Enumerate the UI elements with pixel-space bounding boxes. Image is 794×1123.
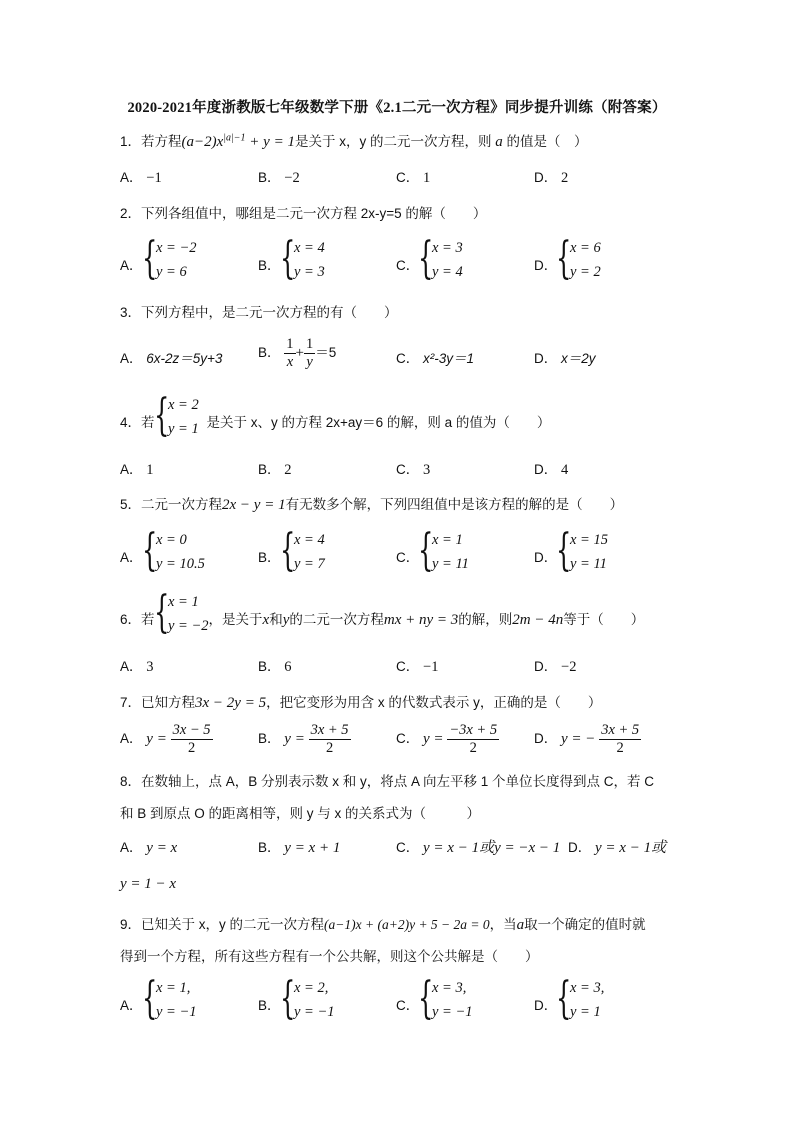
equation: + y = 1 [245, 134, 295, 150]
numerator: 3x + 5 [310, 722, 349, 738]
option-a[interactable] [120, 166, 162, 187]
brace-icon: { [142, 973, 158, 1024]
fraction [447, 722, 499, 757]
option-label: D． [534, 998, 558, 1013]
option-label: C． [396, 170, 420, 185]
question-text: 已知方程 [141, 695, 196, 710]
option-label: D． [534, 462, 558, 477]
option-d[interactable] [534, 994, 557, 1014]
option-label: B． [258, 840, 281, 855]
question-number: 4． [120, 415, 142, 430]
option-b[interactable] [258, 655, 292, 676]
system-line: y = 1 [168, 421, 199, 437]
option-c[interactable] [396, 836, 560, 857]
option-label: B． [258, 258, 281, 273]
option-b[interactable] [258, 994, 281, 1014]
option-b[interactable] [258, 254, 281, 274]
option-c[interactable] [396, 166, 430, 187]
question-text: 和 B 到原点 O 的距离相等，则 y 与 x 的关系式为（ ） [120, 806, 481, 821]
option-c[interactable] [396, 254, 419, 274]
option-label: C． [396, 258, 420, 273]
system-line: y = 3 [294, 264, 325, 280]
denominator: 2 [325, 740, 334, 756]
variable: a [516, 917, 525, 933]
equation: 2x − y = 1 [222, 497, 286, 513]
option-label: D． [534, 351, 558, 366]
option-a[interactable] [120, 722, 213, 757]
system-line: x = 4 [294, 240, 325, 256]
fraction [171, 722, 213, 757]
question-number: 3． [120, 305, 142, 320]
variable: x [262, 612, 270, 628]
question-2 [120, 202, 486, 222]
option-value: x＝2y [561, 351, 596, 366]
option-label: A． [120, 351, 143, 366]
option-label: A． [120, 840, 143, 855]
option-label: D． [534, 550, 558, 565]
brace-icon: { [280, 525, 296, 576]
system-line: y = 1 [570, 1004, 601, 1020]
option-d[interactable] [534, 546, 557, 566]
question-number: 1． [120, 134, 142, 149]
option-d-continued [120, 876, 176, 893]
system-line: y = 6 [156, 264, 187, 280]
system-line: x = 3, [432, 980, 467, 996]
brace-icon: { [154, 587, 170, 638]
system-line: y = −1 [156, 1004, 197, 1020]
question-text: 下列方程中，是二元一次方程的有（ ） [141, 305, 398, 320]
denominator: y [306, 354, 313, 370]
option-a[interactable] [120, 458, 154, 479]
question-text: 在数轴上，点 A，B 分别表示数 x 和 y，将点 A 向左平移 1 个单位长度得到点 C，若 C [141, 774, 655, 789]
option-value: −2 [561, 659, 577, 675]
fraction [304, 336, 315, 371]
option-label: C． [396, 351, 420, 366]
denominator: 2 [469, 740, 477, 756]
question-number: 6． [120, 612, 142, 627]
option-label: D． [534, 731, 558, 747]
question-number: 9． [120, 917, 142, 932]
option-value: 3 [146, 659, 154, 675]
system-line: y = 4 [432, 264, 463, 280]
option-value: 1 [146, 462, 154, 478]
brace-icon: { [154, 390, 170, 441]
equation: (a−2)x [181, 134, 224, 150]
option-value: 6x-2z＝5y+3 [146, 351, 223, 366]
option-a[interactable] [120, 836, 177, 857]
option-label: A． [120, 170, 143, 185]
question-8-line-1 [120, 770, 654, 790]
option-label: B． [258, 659, 281, 674]
option-b[interactable] [258, 336, 336, 371]
exponent: |a|−1 [223, 132, 246, 144]
brace-icon: { [142, 233, 158, 284]
question-text: 有无数多个解，下列四组值中是该方程的解的是（ ） [285, 497, 624, 512]
option-value: y = x [146, 840, 178, 856]
option-d[interactable] [534, 347, 596, 367]
denominator: x [286, 354, 294, 370]
option-c[interactable] [396, 994, 419, 1014]
option-a[interactable] [120, 254, 143, 274]
option-value: 1 [423, 170, 431, 186]
numerator: 1 [286, 336, 294, 352]
system-line: x = 6 [570, 240, 601, 256]
brace-icon: { [556, 973, 572, 1024]
option-label: B． [258, 170, 281, 185]
option-label: B． [258, 345, 281, 361]
option-value: 3 [423, 462, 431, 478]
brace-icon: { [142, 525, 158, 576]
option-value: y = 1 − x [120, 876, 177, 892]
option-value: y = x + 1 [284, 840, 341, 856]
option-label: C． [396, 731, 420, 747]
question-1 [120, 130, 587, 151]
numerator: −3x + 5 [449, 722, 498, 738]
option-value: x²-3y＝1 [423, 351, 475, 366]
system-line: y = −1 [294, 1004, 335, 1020]
option-a[interactable] [120, 655, 154, 676]
numerator: 3x − 5 [172, 722, 211, 738]
brace-icon: { [280, 233, 296, 284]
option-b[interactable] [258, 546, 281, 566]
option-label: C． [396, 659, 420, 674]
option-c[interactable] [396, 722, 499, 757]
option-label: A． [120, 731, 143, 747]
option-d[interactable] [534, 722, 641, 757]
system-line: x = 0 [156, 532, 187, 548]
question-number: 5． [120, 497, 142, 512]
brace-icon: { [418, 525, 434, 576]
question-text: 是关于 x，y 的二元一次方程，则 [294, 134, 496, 149]
numerator: 3x + 5 [601, 722, 640, 738]
option-lhs: y = [146, 731, 167, 748]
question-9-line-1 [120, 913, 646, 934]
option-d[interactable] [534, 166, 568, 187]
system-line: y = 11 [432, 556, 469, 572]
question-text: 的值是（ ） [502, 134, 588, 149]
option-label: B． [258, 462, 281, 477]
option-value: −1 [146, 170, 162, 186]
option-a[interactable] [120, 347, 222, 367]
denominator: 2 [616, 740, 624, 756]
question-text: ，是关于 [208, 612, 263, 627]
option-label: B． [258, 550, 281, 565]
question-9-line-2 [120, 945, 539, 965]
system-line: x = 1 [432, 532, 463, 548]
question-text: 已知关于 x，y 的二元一次方程 [141, 917, 325, 932]
option-c[interactable] [396, 655, 438, 676]
question-text: 是关于 x、y 的方程 2x+ay＝6 的解，则 a 的值为（ ） [206, 415, 551, 430]
question-5 [120, 493, 623, 514]
option-a[interactable] [120, 994, 143, 1014]
option-b[interactable] [258, 836, 340, 857]
question-text: 的二元一次方程 [289, 612, 384, 627]
system-line: y = −2 [168, 618, 209, 634]
system-line: y = 11 [570, 556, 607, 572]
option-d[interactable] [534, 458, 568, 479]
question-number: 7． [120, 695, 142, 710]
option-label: C． [396, 998, 420, 1013]
option-value: y = x − 1或y = −x − 1 [423, 840, 561, 856]
option-label: C． [396, 840, 420, 855]
question-3 [120, 301, 398, 321]
operator: + [295, 345, 304, 362]
question-text: 取一个确定的值时就 [524, 917, 646, 932]
variable: y [282, 612, 290, 628]
system-line: y = 10.5 [156, 556, 205, 572]
question-text: 下列各组值中，哪组是二元一次方程 2x-y=5 的解（ ） [141, 206, 487, 221]
option-label: D． [534, 170, 558, 185]
option-lhs: y = [284, 731, 305, 748]
system-line: x = 1, [156, 980, 191, 996]
question-text: 二元一次方程 [141, 497, 223, 512]
brace-icon: { [556, 233, 572, 284]
option-label: B． [258, 731, 281, 747]
option-label: D． [534, 258, 558, 273]
numerator: 1 [306, 336, 314, 352]
option-d[interactable] [534, 254, 557, 274]
denominator: 2 [187, 740, 196, 756]
question-text: 若 [141, 415, 155, 430]
equation: 3x − 2y = 5 [195, 695, 267, 711]
system-line: x = 3, [570, 980, 605, 996]
option-value: 2 [284, 462, 292, 478]
page-title: 2020-2021年度浙教版七年级数学下册《2.1二元一次方程》同步提升训练（附答案） [127, 100, 667, 116]
option-b[interactable] [258, 166, 300, 187]
question-text: 若 [141, 612, 155, 627]
option-value: ＝5 [315, 345, 337, 361]
system-line: y = 2 [570, 264, 601, 280]
option-value: 4 [561, 462, 569, 478]
equation: 2m − 4n [512, 612, 564, 628]
option-a[interactable] [120, 546, 143, 566]
system-line: y = 7 [294, 556, 325, 572]
option-b[interactable] [258, 458, 292, 479]
question-text: 的解，则 [458, 612, 513, 627]
brace-icon: { [418, 233, 434, 284]
option-label: D． [568, 840, 592, 855]
system-line: x = 4 [294, 532, 325, 548]
option-label: A． [120, 998, 143, 1013]
option-lhs: y = [423, 731, 444, 748]
question-number: 8． [120, 774, 142, 789]
option-label: C． [396, 462, 420, 477]
brace-icon: { [280, 973, 296, 1024]
option-value: 6 [284, 659, 292, 675]
system-line: x = 1 [168, 594, 199, 610]
option-value: −2 [284, 170, 300, 186]
option-label: A． [120, 550, 143, 565]
option-label: A． [120, 659, 143, 674]
question-text: 若方程 [141, 134, 182, 149]
brace-icon: { [418, 973, 434, 1024]
question-text: 等于（ ） [563, 612, 645, 627]
system-line: x = −2 [156, 240, 197, 256]
equation: mx + ny = 3 [383, 612, 459, 628]
option-label: A． [120, 462, 143, 477]
option-b[interactable] [258, 722, 351, 757]
option-value: 2 [561, 170, 569, 186]
equation: (a−1)x + (a+2)y + 5 − 2a = 0 [324, 917, 490, 932]
option-c[interactable] [396, 458, 430, 479]
question-8-line-2 [120, 802, 480, 822]
option-lhs: y = − [561, 731, 596, 748]
option-c[interactable] [396, 546, 419, 566]
brace-icon: { [556, 525, 572, 576]
option-d[interactable] [534, 655, 576, 676]
system-line: x = 2, [294, 980, 329, 996]
system-line: y = −1 [432, 1004, 473, 1020]
question-text: ，当 [489, 917, 517, 932]
option-label: C． [396, 550, 420, 565]
question-text: ，把它变形为用含 x 的代数式表示 y，正确的是（ ） [266, 695, 602, 710]
option-value: y = x − 1或 [595, 840, 667, 856]
option-label: D． [534, 659, 558, 674]
option-label: A． [120, 258, 143, 273]
option-value: −1 [423, 659, 439, 675]
system-line: x = 3 [432, 240, 463, 256]
option-d[interactable] [568, 836, 666, 857]
option-label: B． [258, 998, 281, 1013]
question-text: 和 [269, 612, 283, 627]
question-7 [120, 691, 601, 712]
system-line: x = 15 [570, 532, 608, 548]
fraction [284, 336, 295, 371]
question-number: 2． [120, 206, 142, 221]
fraction [309, 722, 351, 757]
question-text: 得到一个方程，所有这些方程有一个公共解，则这个公共解是（ ） [120, 949, 539, 964]
option-c[interactable] [396, 347, 474, 367]
fraction [599, 722, 641, 757]
variable: a [495, 134, 503, 150]
system-line: x = 2 [168, 397, 199, 413]
